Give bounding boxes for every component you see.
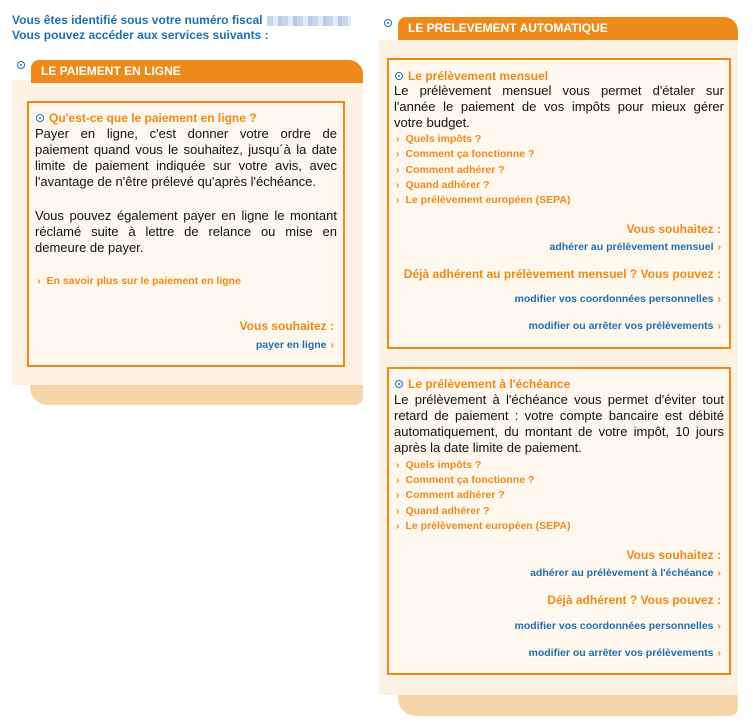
echeance-modifier-prelevements-link[interactable]: modifier ou arrêter vos prélèvements › bbox=[528, 647, 721, 659]
echeance-souhaitez-label: Vous souhaitez : bbox=[626, 548, 721, 562]
chevron-right-icon: › bbox=[396, 148, 400, 160]
chevron-right-icon: › bbox=[396, 179, 400, 191]
pay-online-link[interactable]: payer en ligne › bbox=[255, 339, 334, 351]
intro-line2: Vous pouvez accéder aux services suivants : bbox=[12, 28, 269, 42]
intro-line1: Vous êtes identifié sous votre numéro fiscal bbox=[12, 13, 263, 27]
radio-bullet-icon bbox=[395, 72, 403, 80]
chevron-right-icon: › bbox=[396, 505, 400, 517]
mensuel-modifier-coordonnees-link[interactable]: modifier vos coordonnées personnelles › bbox=[514, 293, 721, 305]
left-paragraph-2: Vous pouvez également payer en ligne le montant réclamé suite à lettre de relance ou mise en demeure de payer. bbox=[35, 208, 337, 255]
echeance-deja-label: Déjà adhérent ? Vous pouvez : bbox=[547, 593, 721, 607]
echeance-link-fonctionne[interactable]: › Comment ça fonctionne ? bbox=[396, 474, 535, 486]
radio-bullet-icon bbox=[395, 380, 403, 388]
mensuel-link-impots[interactable]: › Quels impôts ? bbox=[396, 133, 482, 145]
left-tab: LE PAIEMENT EN LIGNE bbox=[31, 60, 363, 83]
chevron-right-icon: › bbox=[396, 194, 400, 206]
mensuel-link-fonctionne[interactable]: › Comment ça fonctionne ? bbox=[396, 148, 535, 160]
chevron-right-icon: › bbox=[717, 293, 721, 305]
echeance-modifier-coordonnees-link[interactable]: modifier vos coordonnées personnelles › bbox=[514, 620, 721, 632]
echeance-link-quand[interactable]: › Quand adhérer ? bbox=[396, 505, 490, 517]
chevron-right-icon: › bbox=[717, 647, 721, 659]
chevron-right-icon: › bbox=[717, 241, 721, 253]
chevron-right-icon: › bbox=[396, 520, 400, 532]
chevron-right-icon: › bbox=[330, 339, 334, 351]
chevron-right-icon: › bbox=[396, 133, 400, 145]
adherer-echeance-link[interactable]: adhérer au prélèvement à l'échéance › bbox=[530, 567, 721, 579]
mensuel-link-quand[interactable]: › Quand adhérer ? bbox=[396, 179, 490, 191]
mensuel-modifier-prelevements-link[interactable]: modifier ou arrêter vos prélèvements › bbox=[528, 320, 721, 332]
right-tab: LE PRELEVEMENT AUTOMATIQUE bbox=[398, 17, 738, 40]
left-souhaitez-label: Vous souhaitez : bbox=[239, 319, 334, 333]
chevron-right-icon: › bbox=[396, 459, 400, 471]
chevron-right-icon: › bbox=[717, 320, 721, 332]
more-info-link[interactable]: › En savoir plus sur le paiement en ligne bbox=[37, 275, 241, 287]
chevron-right-icon: › bbox=[396, 164, 400, 176]
adherer-mensuel-link[interactable]: adhérer au prélèvement mensuel › bbox=[549, 241, 721, 253]
chevron-right-icon: › bbox=[717, 567, 721, 579]
mensuel-link-adherer[interactable]: › Comment adhérer ? bbox=[396, 164, 505, 176]
echeance-link-sepa[interactable]: › Le prélèvement européen (SEPA) bbox=[396, 520, 571, 532]
chevron-right-icon: › bbox=[717, 620, 721, 632]
chevron-right-icon: › bbox=[37, 275, 41, 287]
mensuel-deja-label: Déjà adhérent au prélèvement mensuel ? Vous pouvez : bbox=[403, 267, 721, 281]
left-paragraph-1: Payer en ligne, c'est donner votre ordre de paiement quand vous le souhaitez, jusqu´à la date limite de paiement indiquée sur votre avis, avec l'avantage de n'être prélevé qu'après l'échéance. bbox=[35, 126, 337, 189]
radio-bullet-icon bbox=[17, 61, 25, 69]
echeance-text: Le prélèvement à l'échéance vous permet d'éviter tout retard de paiement : votre compte bancaire est débité automatiquement, du montant de votre impôt, 10 jours après la date limite de paiement. bbox=[394, 392, 724, 455]
mensuel-souhaitez-label: Vous souhaitez : bbox=[626, 222, 721, 236]
echeance-link-adherer[interactable]: › Comment adhérer ? bbox=[396, 489, 505, 501]
mensuel-link-sepa[interactable]: › Le prélèvement européen (SEPA) bbox=[396, 194, 571, 206]
echeance-link-impots[interactable]: › Quels impôts ? bbox=[396, 459, 482, 471]
echeance-title[interactable]: Le prélèvement à l'échéance bbox=[395, 377, 570, 391]
mensuel-title[interactable]: Le prélèvement mensuel bbox=[395, 69, 548, 83]
intro bbox=[12, 13, 351, 43]
radio-bullet-icon bbox=[36, 114, 44, 122]
radio-bullet-icon bbox=[384, 19, 392, 27]
mensuel-text: Le prélèvement mensuel vous permet d'étaler sur l'année le paiement de vos impôts pour mieux gérer votre budget. bbox=[394, 83, 724, 130]
chevron-right-icon: › bbox=[396, 474, 400, 486]
masked-fiscal-number bbox=[267, 16, 351, 26]
chevron-right-icon: › bbox=[396, 489, 400, 501]
left-box-title[interactable]: Qu'est-ce que le paiement en ligne ? bbox=[36, 111, 257, 125]
